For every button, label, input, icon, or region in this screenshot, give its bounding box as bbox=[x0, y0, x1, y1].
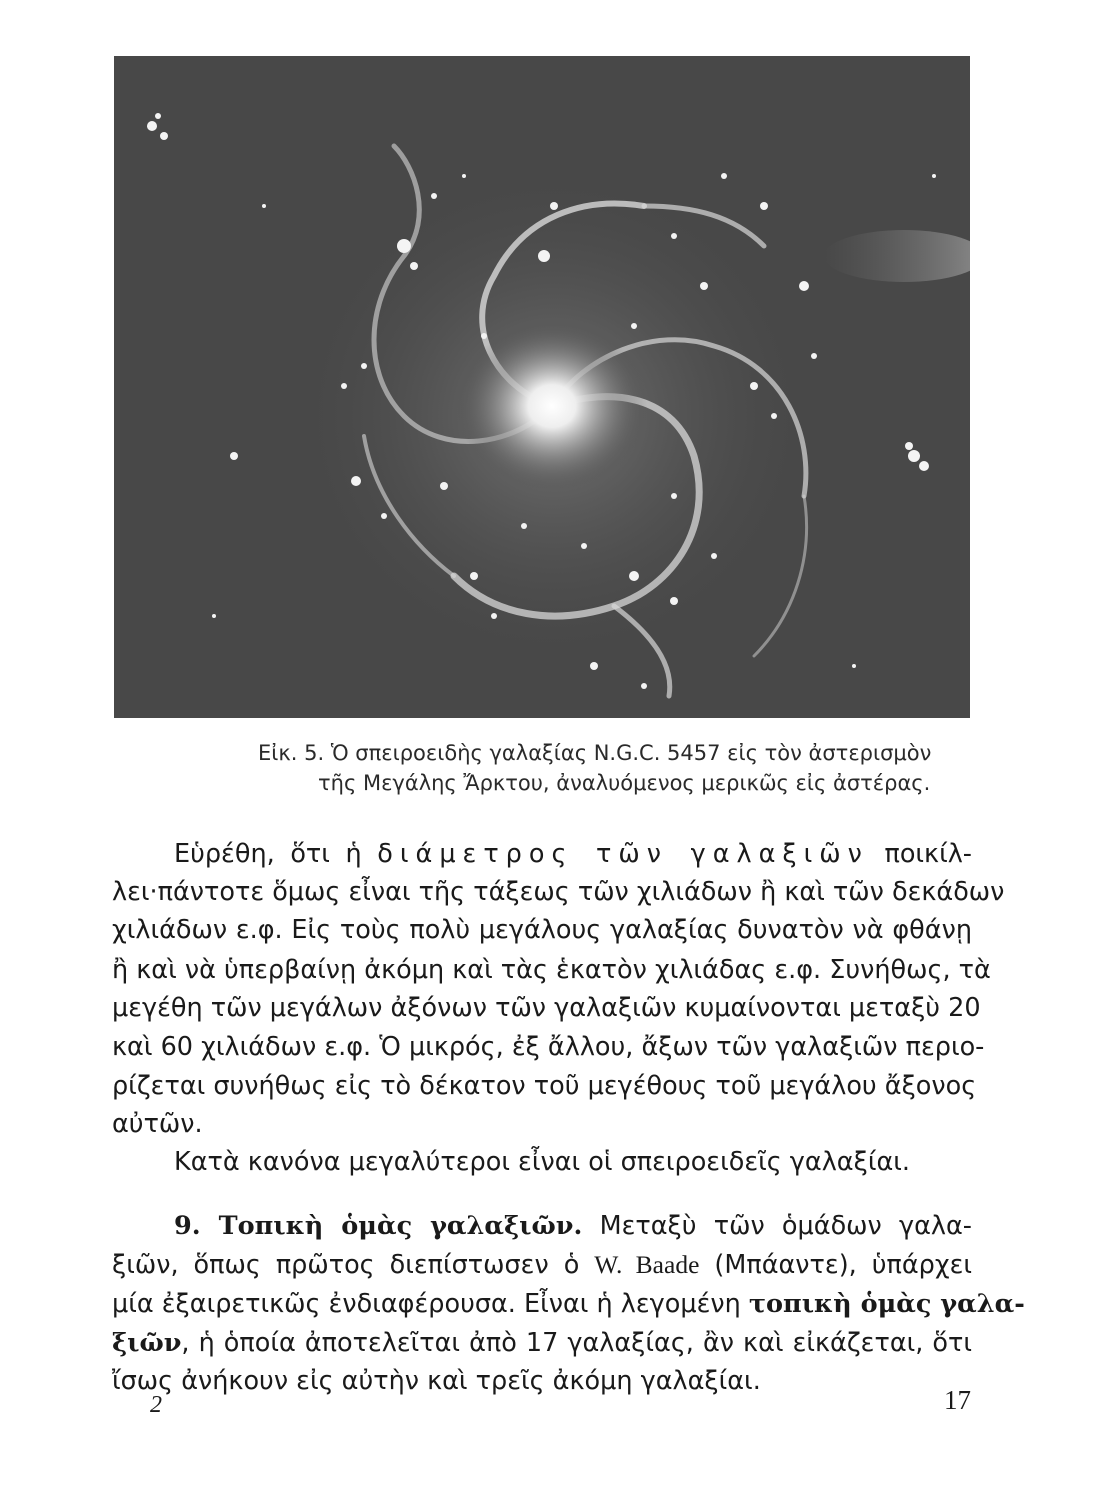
bold-term: τοπικὴ ὁμὰς γαλα- bbox=[748, 1289, 1025, 1319]
text: Εὑρέθη, ὅτι ἡ bbox=[174, 839, 378, 869]
paragraph-1-line-2: λει·πάντοτε ὅμως εἶναι τῆς τάξεως τῶν χιλιάδων ἢ καὶ τῶν δεκάδων bbox=[112, 877, 1005, 907]
spaced-term-diameter: διάμετρος τῶν γαλαξιῶν bbox=[377, 839, 869, 869]
text: Μεταξὺ τῶν ὁμάδων γαλα- bbox=[582, 1211, 972, 1241]
paragraph-1-line-4: ἢ καὶ νὰ ὑπερβαίνῃ ἀκόμη καὶ τὰς ἑκατὸν χιλιάδας ε.φ. Συνήθως, τὰ bbox=[112, 955, 991, 985]
galaxy-photograph bbox=[114, 56, 970, 718]
paragraph-1-line-5: μεγέθη τῶν μεγάλων ἀξόνων τῶν γαλαξιῶν κυμαίνονται μεταξὺ 20 bbox=[112, 993, 981, 1023]
spiral-galaxy-image bbox=[114, 56, 970, 718]
text: , ἡ ὁποία ἀποτελεῖται ἀπὸ 17 γαλαξίας, ἂν καὶ εἰκάζεται, ὅτι bbox=[181, 1328, 972, 1358]
section-9-line-3 bbox=[112, 1286, 1025, 1322]
galaxy-core bbox=[457, 321, 647, 491]
person-name: W. Baade bbox=[594, 1250, 700, 1279]
paragraph-2-line-1: Κατὰ κανόνα μεγαλύτεροι εἶναι οἱ σπειροειδεῖς γαλαξίαι. bbox=[174, 1147, 910, 1177]
figure-caption-line-1: Εἰκ. 5. Ὁ σπειροειδὴς γαλαξίας N.G.C. 5457 εἰς τὸν ἀστερισμὸν bbox=[258, 741, 932, 765]
section-9-line-4 bbox=[112, 1325, 972, 1361]
section-heading: 9. Τοπικὴ ὁμὰς γαλαξιῶν. bbox=[174, 1211, 583, 1241]
signature-mark: 2 bbox=[150, 1392, 162, 1418]
paragraph-1-line-1 bbox=[174, 836, 972, 872]
paragraph-1-line-3: χιλιάδων ε.φ. Εἰς τοὺς πολὺ μεγάλους γαλαξίας δυνατὸν νὰ φθάνῃ bbox=[112, 915, 972, 945]
figure-caption-line-2: τῆς Μεγάλης Ἄρκτου, ἀναλυόμενος μερικῶς εἰς ἀστέρας. bbox=[318, 771, 931, 795]
paragraph-1-line-6: καὶ 60 χιλιάδων ε.φ. Ὁ μικρός, ἐξ ἄλλου, ἄξων τῶν γαλαξιῶν περιο- bbox=[112, 1032, 985, 1062]
section-9-line-1 bbox=[174, 1208, 972, 1244]
text: (Μπάαντε), ὑπάρχει bbox=[699, 1250, 972, 1280]
page-number: 17 bbox=[944, 1385, 971, 1415]
paragraph-1-line-8: αὐτῶν. bbox=[112, 1109, 203, 1139]
section-9-line-5: ἴσως ἀνήκουν εἰς αὐτὴν καὶ τρεῖς ἀκόμη γαλαξίαι. bbox=[112, 1366, 761, 1396]
text: μία ἐξαιρετικῶς ἐνδιαφέρουσα. Εἶναι ἡ λεγομένη bbox=[112, 1289, 749, 1319]
text: ξιῶν, ὅπως πρῶτος διεπίστωσεν ὁ bbox=[112, 1250, 595, 1280]
paragraph-1-line-7: ρίζεται συνήθως εἰς τὸ δέκατον τοῦ μεγέθους τοῦ μεγάλου ἄξονος bbox=[112, 1071, 977, 1101]
bold-term: ξιῶν bbox=[112, 1328, 182, 1358]
text: ποικίλ- bbox=[868, 839, 972, 869]
section-9-line-2 bbox=[112, 1247, 972, 1283]
